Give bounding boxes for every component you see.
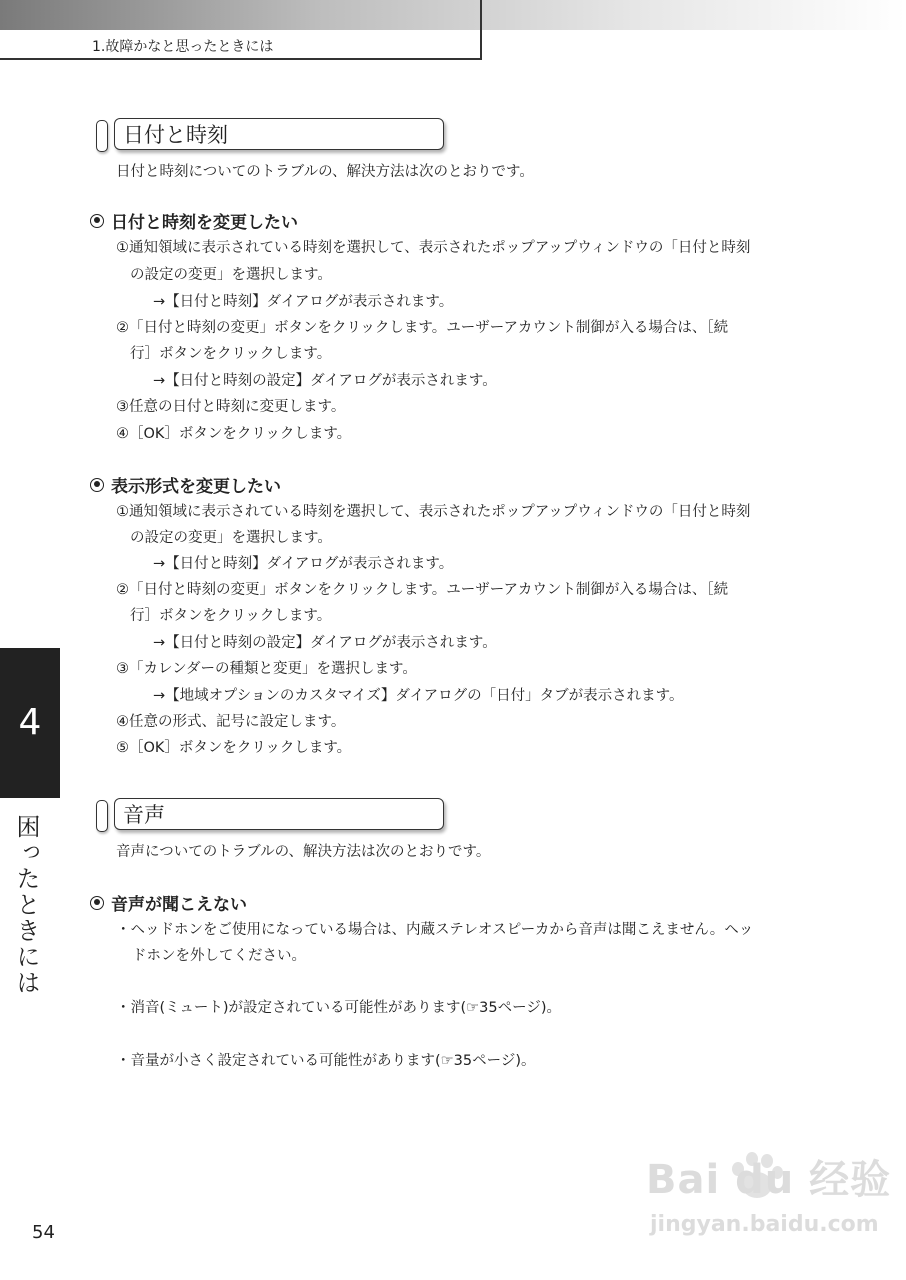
- step-line: ②「日付と時刻の変更」ボタンをクリックします。ユーザーアカウント制御が入る場合は、［続: [116, 582, 729, 598]
- subheading-change-datetime: [90, 208, 298, 233]
- step-line: ④任意の形式、記号に設定します。: [116, 714, 346, 730]
- chapter-number-tab: 4: [0, 648, 60, 798]
- watermark-logo: Bai du 经验: [646, 1157, 892, 1203]
- step-line: 行］ボタンをクリックします。: [130, 346, 332, 362]
- subheading-text: 表示形式を変更したい: [111, 477, 281, 497]
- section-intro: 日付と時刻についてのトラブルの、解決方法は次のとおりです。: [116, 164, 534, 180]
- step-line: ①通知領域に表示されている時刻を選択して、表示されたポップアップウィンドウの「日付と時刻: [116, 240, 751, 256]
- subheading-text: 音声が聞こえない: [111, 895, 247, 915]
- step-line: の設定の変更」を選択します。: [130, 267, 332, 283]
- bullet-line: ・消音(ミュート)が設定されている可能性があります(☞35ページ)。: [116, 1000, 561, 1016]
- bullet-circle-icon: [90, 478, 104, 492]
- step-line: ④［OK］ボタンをクリックします。: [116, 426, 352, 442]
- section-intro: 音声についてのトラブルの、解決方法は次のとおりです。: [116, 844, 491, 860]
- running-header: 1.故障かなと思ったときには: [92, 39, 274, 55]
- step-line: ③任意の日付と時刻に変更します。: [116, 399, 346, 415]
- result-line: →【日付と時刻の設定】ダイアログが表示されます。: [153, 373, 497, 389]
- bullet-circle-icon: [90, 896, 104, 910]
- step-line: ①通知領域に表示されている時刻を選択して、表示されたポップアップウィンドウの「日付と時刻: [116, 504, 751, 520]
- bullet-line: ・ヘッドホンをご使用になっている場合は、内蔵ステレオスピーカから音声は聞こえません。ヘッ: [116, 922, 754, 938]
- watermark-url: jingyan.baidu.com: [650, 1212, 879, 1237]
- subheading-change-format: [90, 472, 281, 497]
- section-title: 日付と時刻: [114, 118, 444, 150]
- step-line: 行］ボタンをクリックします。: [130, 608, 332, 624]
- result-line: →【地域オプションのカスタマイズ】ダイアログの「日付」タブが表示されます。: [153, 688, 684, 704]
- step-line: ⑤［OK］ボタンをクリックします。: [116, 740, 352, 756]
- subheading-text: 日付と時刻を変更したい: [111, 213, 298, 233]
- section-tab-marker: [96, 800, 108, 832]
- bullet-line: ドホンを外してください。: [132, 948, 306, 964]
- chapter-label-vertical: 困ったときには: [12, 814, 40, 996]
- bullet-circle-icon: [90, 214, 104, 228]
- result-line: →【日付と時刻】ダイアログが表示されます。: [153, 556, 454, 572]
- section-tab-marker: [96, 120, 108, 152]
- result-line: →【日付と時刻の設定】ダイアログが表示されます。: [153, 635, 497, 651]
- section-title: 音声: [114, 798, 444, 830]
- step-line: ③「カレンダーの種類と変更」を選択します。: [116, 661, 417, 677]
- header-frame-top: [0, 0, 482, 30]
- subheading-no-sound: [90, 890, 247, 915]
- step-line: の設定の変更」を選択します。: [130, 530, 332, 546]
- page-number: 54: [32, 1222, 55, 1243]
- result-line: →【日付と時刻】ダイアログが表示されます。: [153, 294, 454, 310]
- step-line: ②「日付と時刻の変更」ボタンをクリックします。ユーザーアカウント制御が入る場合は、［続: [116, 320, 729, 336]
- bullet-line: ・音量が小さく設定されている可能性があります(☞35ページ)。: [116, 1053, 536, 1069]
